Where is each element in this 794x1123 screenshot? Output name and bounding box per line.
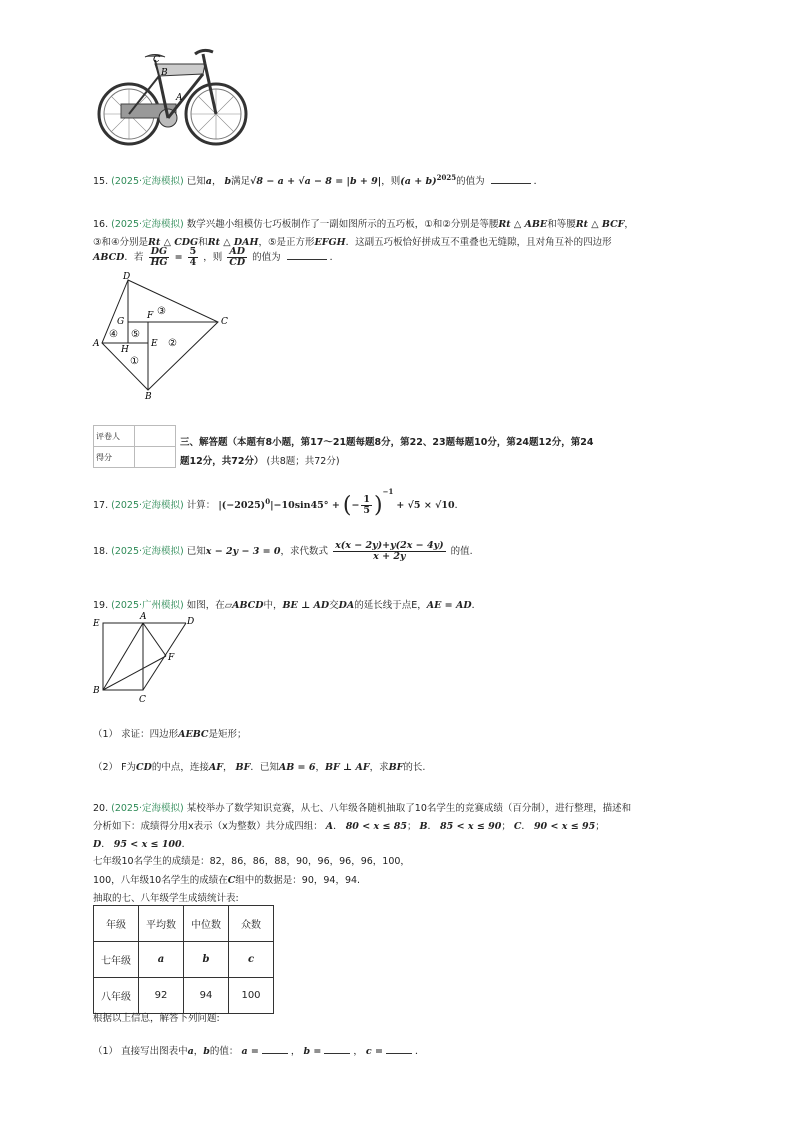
table-header-cell: 中位数	[184, 906, 229, 942]
fig19-label-c: C	[139, 695, 146, 705]
fig16-label-d: D	[123, 272, 131, 282]
fig16-label-f: F	[147, 311, 154, 321]
question-source: (2025·定海模拟)	[111, 176, 184, 188]
question-20-line4: 七年级10名学生的成绩是：82，86，86，88，90，96，96，96，100，	[93, 856, 410, 867]
answer-blank[interactable]	[491, 175, 531, 184]
fig19-label-b: B	[93, 686, 100, 696]
question-19: 19. (2025·广州模拟) 如图，在▱ABCD中，BE ⊥ AD交DA的延长线于点E，AE = AD．	[93, 600, 482, 611]
fig16-piece-5: ⑤	[131, 329, 140, 340]
question-16-line2: ③和④分别是Rt △ CDG和Rt △ DAH，⑤是正方形EFGH．这副五巧板恰好拼成互不重叠也无缝隙，且对角互补的四边形	[93, 237, 612, 248]
fig19-label-e: E	[93, 619, 100, 629]
answer-blank-c[interactable]	[386, 1045, 412, 1054]
table-header-cell: 众数	[229, 906, 274, 942]
question-20-part1: （1） 直接写出图表中a，b的值： a = ， b = ， c = ．	[93, 1046, 425, 1057]
table-row	[94, 978, 274, 1014]
answer-blank-a[interactable]	[262, 1045, 288, 1054]
answer-blank-b[interactable]	[324, 1045, 350, 1054]
fig16-piece-2: ②	[168, 338, 177, 349]
stats-table	[93, 905, 274, 1014]
bike-label-b: B	[161, 68, 168, 78]
question-20-line2: 分析如下：成绩得分用x表示（x为整数）共分成四组： A． 80 < x ≤ 85； B． 85 < x ≤ 90； C． 90 < x ≤ 95；	[93, 821, 605, 832]
fig16-label-a: A	[93, 339, 100, 349]
question-20-line5: 100，八年级10名学生的成绩在C组中的数据是：90，94，94.	[93, 875, 361, 886]
table-cell: 94	[184, 978, 229, 1014]
question-17: 17. (2025·定海模拟) 计算： $|(-2025)^0|-10\sin 45^\circ$ + (− $\frac{1}{5}$ )$^{-1}$ + √5 × √10．	[93, 487, 465, 518]
question-15: 15. (2025·定海模拟) 已知a， b满足√8 − a + √a − 8 = |b + 9|，则$(a + b)^{2025}$的值为 ．	[93, 173, 544, 188]
section-3-heading: 三、解答题（本题有8小题，第17～21题每题8分，第22、23题每题10分，第24题12分，第24	[180, 437, 594, 448]
question-20-line3: D． 95 < x ≤ 100．	[93, 839, 192, 850]
question-20-line1: 20. (2025·定海模拟) 某校举办了数学知识竞赛，从七、八年级各随机抽取了10名学生的竞赛成绩（百分制），进行整理，描述和	[93, 803, 632, 814]
fig19-label-f: F	[168, 653, 175, 663]
bike-label-c: C	[153, 55, 160, 65]
bicycle-figure	[93, 42, 248, 147]
fig16-piece-1: ①	[130, 356, 139, 367]
parallelogram-figure	[90, 610, 205, 705]
fig16-label-c: C	[221, 317, 228, 327]
q15-equation: √8 − a + √a − 8 = |b + 9|	[250, 176, 382, 188]
question-20-prompt: 根据以上信息，解答下列问题:	[93, 1013, 220, 1024]
table-cell: 八年级	[94, 978, 139, 1014]
pentagram-figure	[90, 270, 240, 405]
table-header-row	[94, 906, 274, 942]
answer-blank[interactable]	[287, 251, 327, 260]
question-20-table-caption: 抽取的七、八年级学生成绩统计表:	[93, 893, 239, 904]
table-header-cell: 平均数	[139, 906, 184, 942]
table-cell: a	[139, 942, 184, 978]
table-cell: c	[229, 942, 274, 978]
fraction-dg-hg: $\frac{DG}{HG}$	[150, 246, 168, 268]
fig19-label-d: D	[187, 617, 195, 627]
table-header-cell: 年级	[94, 906, 139, 942]
bike-label-a: A	[176, 93, 183, 103]
table-cell: 七年级	[94, 942, 139, 978]
fraction-ad-cd: $\frac{AD}{CD}$	[229, 246, 246, 268]
fig16-piece-3: ③	[157, 306, 166, 317]
score-points-label: 得分	[94, 447, 135, 468]
score-table	[93, 425, 176, 468]
table-row	[94, 942, 274, 978]
table-cell: b	[184, 942, 229, 978]
fig16-label-h: H	[121, 345, 129, 355]
question-19-part2: （2） F为CD的中点，连接AF， BF．已知AB = 6，BF ⊥ AF，求BF的长.	[93, 762, 426, 773]
table-cell: 92	[139, 978, 184, 1014]
table-cell: 100	[229, 978, 274, 1014]
score-reviewer-label: 评卷人	[94, 426, 135, 447]
q18-fraction: $\frac{x(x - 2y)+y(2x - 4y)}{x + 2y}$	[335, 540, 444, 562]
question-19-part1: （1） 求证：四边形AEBC是矩形；	[93, 729, 247, 740]
fig16-label-e: E	[151, 339, 158, 349]
question-18: 18. (2025·定海模拟) 已知x − 2y − 3 = 0，求代数式 $\frac{x(x - 2y)+y(2x - 4y)}{x + 2y}$ 的值.	[93, 540, 473, 562]
question-16-line3: ABCD．若 $\frac{DG}{HG}$ = $\frac{5}{4}$ ，则 $\frac{AD}{CD}$ 的值为 ．	[93, 246, 340, 268]
question-16-line1: 16. (2025·定海模拟) 数学兴趣小组模仿七巧板制作了一副如图所示的五巧板，①和②分别是等腰Rt △ ABE和等腰Rt △ BCF，	[93, 219, 634, 230]
fig16-label-g: G	[117, 317, 125, 327]
fig16-piece-4: ④	[109, 329, 118, 340]
fig19-label-a: A	[140, 612, 147, 622]
fig16-label-b: B	[145, 392, 152, 402]
